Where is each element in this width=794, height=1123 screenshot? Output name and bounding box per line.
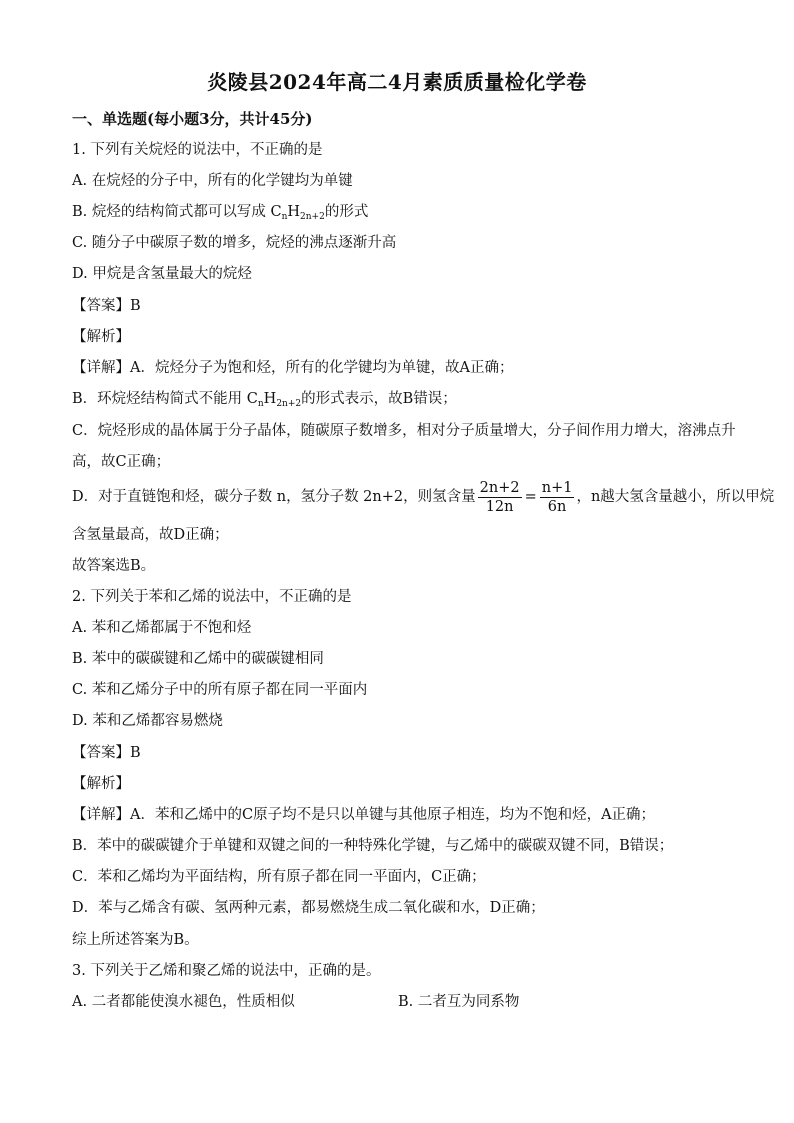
q2-option-d: D. 苯和乙烯都容易燃烧	[72, 713, 223, 729]
q2-answer: 【答案】B	[72, 745, 141, 761]
page-title: 炎陵县2024年高二4月素质质量检化学卷	[207, 70, 587, 94]
q3-option-a: A. 二者都能使溴水褪色，性质相似	[72, 994, 295, 1010]
q1-option-b: B. 烷烃的结构简式都可以写成 $C_nH_{2n+2}$的形式	[72, 204, 369, 222]
q1-detail-c-line1: C．烷烃形成的晶体属于分子晶体，随碳原子数增多，相对分子质量增大，分子间作用力增大，溶沸点升	[72, 423, 736, 439]
q1-answer: 【答案】B	[72, 298, 141, 314]
q2-option-c: C. 苯和乙烯分子中的所有原子都在同一平面内	[72, 682, 368, 698]
q1-option-c: C. 随分子中碳原子数的增多，烷烃的沸点逐渐升高	[72, 235, 397, 251]
q1-detail-d-line2: 含氢量最高，故D正确；	[72, 527, 229, 543]
q2-stem: 2. 下列关于苯和乙烯的说法中，不正确的是	[72, 589, 352, 605]
q1-detail-d: D．对于直链饱和烃，碳分子数 n，氢分子数 2n+2，则氢含量 $\frac{2n+2}{12n}$ = $\frac{n+1}{6n}$ ，n越大氢含量越小，所以甲烷	[72, 479, 775, 515]
q1-option-d: D. 甲烷是含氢量最大的烷烃	[72, 266, 252, 282]
q1-detail-b: B．环烷烃结构简式不能用 $C_nH_{2n+2}$的形式表示，故B错误；	[72, 391, 457, 409]
fraction-2: $\frac{n+1}{6n}$	[541, 479, 573, 515]
q2-detail-d: D．苯与乙烯含有碳、氢两种元素，都易燃烧生成二氧化碳和水，D正确；	[72, 900, 545, 916]
q1-stem: 1. 下列有关烷烃的说法中，不正确的是	[72, 142, 323, 158]
q1-conclusion: 故答案选B。	[72, 558, 156, 574]
q1-analysis-label: 【解析】	[72, 329, 130, 345]
q3-stem: 3. 下列关于乙烯和聚乙烯的说法中，正确的是。	[72, 963, 381, 979]
q1-option-a: A. 在烷烃的分子中，所有的化学键均为单键	[72, 173, 353, 189]
q2-option-a: A. 苯和乙烯都属于不饱和烃	[72, 620, 252, 636]
q1-detail-c-line2: 高，故C正确；	[72, 454, 171, 470]
section-heading: 一、单选题(每小题3分，共计45分)	[72, 110, 313, 128]
q2-analysis-label: 【解析】	[72, 776, 130, 792]
q3-option-b: B. 二者互为同系物	[398, 994, 520, 1010]
q2-detail-a: 【详解】A．苯和乙烯中的C原子均不是只以单键与其他原子相连，均为不饱和烃，A正确；	[72, 807, 656, 823]
q2-conclusion: 综上所述答案为B。	[72, 932, 199, 948]
fraction-1: $\frac{2n+2}{12n}$	[479, 479, 520, 515]
q1-detail-a: 【详解】A．烷烃分子为饱和烃，所有的化学键均为单键，故A正确；	[72, 360, 514, 376]
q2-detail-b: B．苯中的碳碳键介于单键和双键之间的一种特殊化学键，与乙烯中的碳碳双键不同，B错误；	[72, 838, 674, 854]
q2-option-b: B. 苯中的碳碳键和乙烯中的碳碳键相同	[72, 651, 324, 667]
q2-detail-c: C．苯和乙烯均为平面结构，所有原子都在同一平面内，C正确；	[72, 869, 486, 885]
